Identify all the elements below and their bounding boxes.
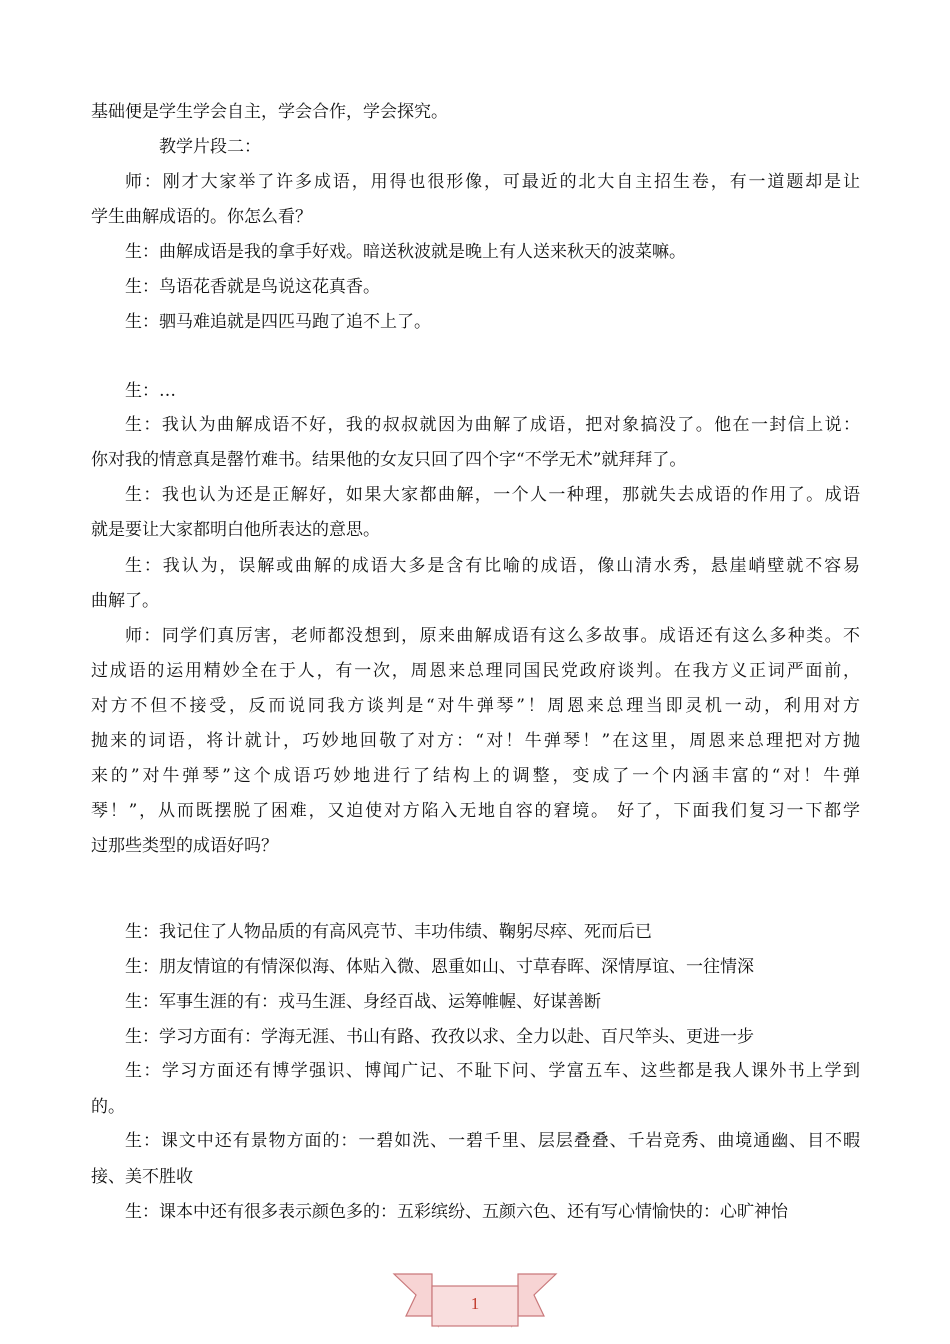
text-line: 生：学习方面有：学海无涯、书山有路、孜孜以求、全力以赴、百尺竿头、更进一步 [125, 1027, 754, 1047]
text-line: 生：我记住了人物品质的有高风亮节、丰功伟绩、鞠躬尽瘁、死而后已 [125, 922, 652, 942]
text-line: 生：… [125, 381, 176, 401]
text-line: 生：鸟语花香就是鸟说这花真香。 [125, 277, 380, 297]
text-line: 对方不但不接受，反而说同我方谈判是“对牛弹琴”！周恩来总理当即灵机一动，利用对方 [91, 696, 860, 716]
text-line: 曲解了。 [91, 591, 159, 611]
page-footer [392, 1270, 558, 1332]
page-number: 1 [470, 1294, 480, 1313]
text-line: 的。 [91, 1097, 125, 1117]
text-line: 生：我认为曲解成语不好，我的叔叔就因为曲解了成语，把对象搞没了。他在一封信上说： [125, 415, 860, 435]
text-line: 师：同学们真厉害，老师都没想到，原来曲解成语有这么多故事。成语还有这么多种类。不 [125, 626, 860, 646]
text-line: 生：曲解成语是我的拿手好戏。暗送秋波就是晚上有人送来秋天的波菜嘛。 [125, 242, 686, 262]
text-line: 学生曲解成语的。你怎么看？ [91, 207, 312, 227]
text-line: 生：学习方面还有博学强识、博闻广记、不耻下问、学富五车、这些都是我人课外书上学到 [125, 1061, 860, 1081]
text-line: 就是要让大家都明白他所表达的意思。 [91, 520, 380, 540]
section-heading: 教学片段二： [159, 137, 261, 157]
text-line: 过成语的运用精妙全在于人，有一次，周恩来总理同国民党政府谈判。在我方义正词严面前， [91, 661, 860, 681]
text-line: 生：我认为，误解或曲解的成语大多是含有比喻的成语，像山清水秀，悬崖峭壁就不容易 [125, 556, 860, 576]
text-line: 来的”对牛弹琴”这个成语巧妙地进行了结构上的调整，变成了一个内涵丰富的“对！牛弹 [91, 766, 860, 786]
text-line: 生：课本中还有很多表示颜色多的：五彩缤纷、五颜六色、还有写心情愉快的：心旷神怡 [125, 1202, 788, 1222]
text-line: 过那些类型的成语好吗？ [91, 836, 278, 856]
text-line: 基础便是学生学会自主，学会合作，学会探究。 [91, 102, 448, 122]
text-line: 生：军事生涯的有：戎马生涯、身经百战、运筹帷幄、好谋善断 [125, 992, 601, 1012]
text-line: 生：我也认为还是正解好，如果大家都曲解，一个人一种理，那就失去成语的作用了。成语 [125, 485, 860, 505]
text-line: 师：刚才大家举了许多成语，用得也很形像，可最近的北大自主招生卷，有一道题却是让 [125, 172, 860, 192]
text-line: 生：课文中还有景物方面的：一碧如洗、一碧千里、层层叠叠、千岩竞秀、曲境通幽、目不暇 [125, 1131, 860, 1151]
text-line: 生：驷马难追就是四匹马跑了追不上了。 [125, 312, 431, 332]
text-line: 琴！”，从而既摆脱了困难，又迫使对方陷入无地自容的窘境。 好了，下面我们复习一下都学 [91, 801, 860, 821]
text-line: 你对我的情意真是罄竹难书。结果他的女友只回了四个字“不学无术”就拜拜了。 [91, 450, 687, 470]
text-line: 生：朋友情谊的有情深似海、体贴入微、恩重如山、寸草春晖、深情厚谊、一往情深 [125, 957, 754, 977]
text-line: 接、美不胜收 [91, 1167, 193, 1187]
text-line: 抛来的词语，将计就计，巧妙地回敬了对方：“对！牛弹琴！”在这里，周恩来总理把对方抛 [91, 731, 860, 751]
